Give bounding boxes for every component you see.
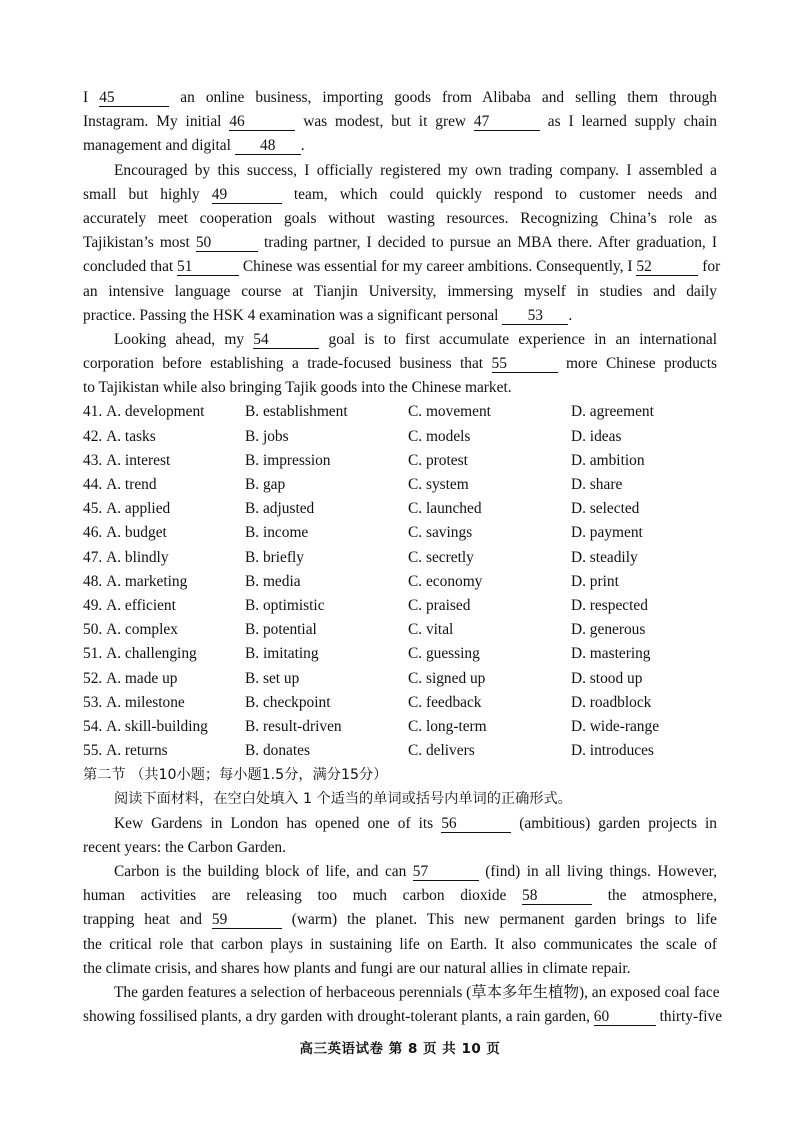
option-row-45: 45. A. applied B. adjusted C. launched D. selected (83, 500, 640, 518)
option-row-47: 47. A. blindly B. briefly C. secretly D. steadily (83, 548, 638, 566)
passage-line: an intensive language course at Tianjin University, immersing myself in studies and daily (83, 282, 717, 300)
passage-line: concluded that 51 Chinese was essential for my career ambitions. Consequently, I 52 for (83, 258, 721, 276)
blank-58: 58 (522, 887, 592, 905)
option-row-42: 42. A. tasks B. jobs C. models D. ideas (83, 427, 622, 445)
passage-line: accurately meet cooperation goals without wasting resources. Recognizing China’s role as (83, 209, 717, 227)
option-row-50: 50. A. complex B. potential C. vital D. generous (83, 621, 646, 639)
passage-line: corporation before establishing a trade-focused business that 55 more Chinese products (83, 355, 717, 373)
passage-line: Carbon is the building block of life, and can 57 (find) in all living things. However, (114, 863, 717, 880)
options-list (83, 400, 717, 763)
option-row-48: 48. A. marketing B. media C. economy D. print (83, 572, 619, 590)
option-row-43: 43. A. interest B. impression C. protest D. ambition (83, 451, 645, 469)
passage-line: Tajikistan’s most 50 trading partner, I decided to pursue an MBA there. After graduation, I (83, 234, 717, 252)
option-row-49: 49. A. efficient B. optimistic C. praised D. respected (83, 596, 648, 614)
blank-57: 57 (413, 863, 479, 881)
passage-line: I 45 an online business, importing goods from Alibaba and selling them through (83, 89, 717, 106)
option-row-41: 41. A. development B. establishment C. movement D. agreement (83, 403, 654, 421)
passage-line: Instagram. My initial 46 was modest, but it grew 47 as I learned supply chain (83, 113, 717, 131)
blank-55: 55 (492, 355, 558, 373)
passage-line: practice. Passing the HSK 4 examination was a significant personal 53 . (83, 306, 573, 324)
blank-50: 50 (196, 234, 258, 252)
option-row-44: 44. A. trend B. gap C. system D. share (83, 476, 623, 493)
option-row-52: 52. A. made up B. set up C. signed up D. stood up (83, 669, 643, 687)
passage-line: Kew Gardens in London has opened one of its 56 (ambitious) garden projects in (114, 814, 717, 832)
blank-48: 48 (235, 137, 301, 155)
blank-51: 51 (177, 258, 239, 276)
passage-line: trapping heat and 59 (warm) the planet. This new permanent garden brings to life (83, 911, 717, 929)
option-row-54: 54. A. skill-building B. result-driven C. long-term D. wide-range (83, 717, 660, 735)
passage-line: small but highly 49 team, which could quickly respond to customer needs and (83, 185, 718, 203)
exam-page (83, 86, 723, 1029)
blank-47: 47 (474, 113, 540, 131)
blank-60: 60 (594, 1008, 656, 1026)
blank-54: 54 (253, 331, 319, 349)
section-instruction: 阅读下面材料，在空白处填入 1 个适当的单词或括号内单词的正确形式。 (114, 791, 572, 808)
blank-52: 52 (636, 258, 698, 276)
blank-49: 49 (212, 186, 282, 204)
blank-53: 53 (502, 307, 568, 325)
passage-line: to Tajikistan while also bringing Tajik goods into the Chinese market. (83, 379, 512, 397)
passage-line: human activities are releasing too much carbon dioxide 58 the atmosphere, (83, 887, 717, 905)
option-row-55: 55. A. returns B. donates C. delivers D. introduces (83, 742, 654, 760)
passage-line: the climate crisis, and shares how plants and fungi are our natural allies in climate repair. (83, 959, 631, 977)
option-row-46: 46. A. budget B. income C. savings D. payment (83, 524, 643, 542)
option-row-53: 53. A. milestone B. checkpoint C. feedback D. roadblock (83, 693, 652, 711)
page-footer: 高三英语试卷 第 8 页 共 10 页 (299, 1041, 501, 1057)
passage-line: showing fossilised plants, a dry garden with drought-tolerant plants, a rain garden, 60 thirty-five (83, 1008, 723, 1026)
passage-line: the critical role that carbon plays in sustaining life on Earth. It also communicates the scale of (83, 935, 717, 953)
blank-45: 45 (99, 89, 169, 107)
passage-line: recent years: the Carbon Garden. (83, 838, 286, 856)
passage-line: Encouraged by this success, I officially registered my own trading company. I assembled a (114, 161, 717, 179)
passage-line: management and digital 48 . (83, 137, 305, 155)
passage-line: The garden features a selection of herbaceous perennials (草本多年生植物), an exposed coal face (114, 983, 720, 1001)
passage-line: Looking ahead, my 54 goal is to first accumulate experience in an international (114, 330, 717, 348)
blank-46: 46 (229, 113, 295, 131)
blank-56: 56 (441, 815, 511, 833)
blank-59: 59 (212, 911, 282, 929)
section-heading: 第二节 （共10小题；每小题1.5分，满分15分） (83, 767, 388, 784)
option-row-51: 51. A. challenging B. imitating C. guessing D. mastering (83, 645, 651, 663)
